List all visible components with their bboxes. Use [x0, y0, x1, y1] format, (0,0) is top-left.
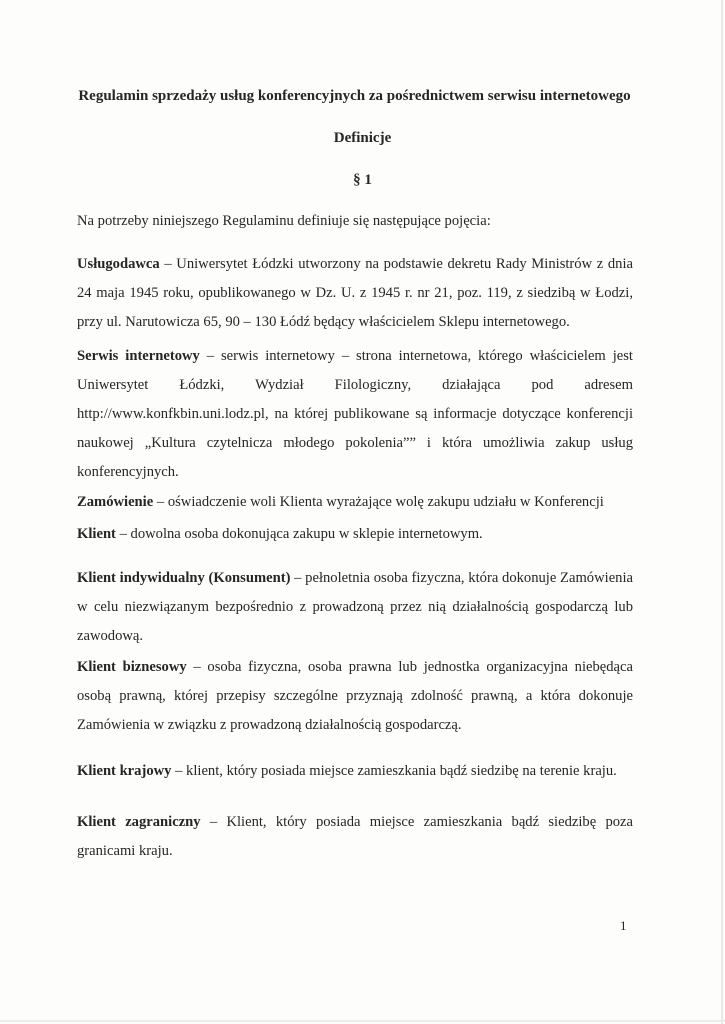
definition-uslugodawca [77, 250, 633, 337]
definition-text: – oświadczenie woli Klienta wyrażające wolę zakupu udziału w Konferencji [153, 494, 604, 510]
definition-text: – pełnoletnia osoba fizyczna, która dokonuje Zamówienia w celu niezwiązanym bezpośrednio z prowadzoną przez nią działalnością gospodarczą lub zawodową. [77, 570, 633, 644]
definition-klient [77, 520, 633, 549]
definition-klient-zagraniczny [77, 808, 633, 866]
definition-term: Klient biznesowy [77, 659, 187, 675]
definition-zamowienie [77, 488, 633, 517]
definition-term: Klient [77, 526, 116, 542]
section-number: § 1 [353, 172, 372, 188]
definition-term: Klient krajowy [77, 763, 172, 779]
definition-text: – osoba fizyczna, osoba prawna lub jednostka organizacyjna niebędąca osobą prawną, której przepisy szczególne przyznają zdolność prawną, a która dokonuje Zamówienia w związku z prowadzoną działalnością gospodarczą. [77, 659, 633, 733]
section-subtitle: Definicje [333, 130, 392, 146]
definition-text: – serwis internetowy – strona internetowa, którego właścicielem jest Uniwersytet Łódzki, Wydział Filologiczny, działająca pod adresem http://www.konfkbin.uni.lodz.pl, na której publikowane są informacje dotyczące konferencji naukowej „Kultura czytelnicza młodego pokolenia”” i która umożliwia zakup usług konferencyjnych. [77, 348, 633, 480]
definition-serwis-internetowy [77, 342, 633, 487]
definition-term: Zamówienie [77, 494, 154, 510]
definition-text: – klient, który posiada miejsce zamieszkania bądź siedzibę na terenie kraju. [171, 763, 617, 779]
definition-term: Usługodawca [77, 256, 160, 272]
definition-text: – Klient, który posiada miejsce zamieszkania bądź siedzibę poza granicami kraju. [77, 814, 633, 859]
intro-paragraph: Na potrzeby niniejszego Regulaminu definiuje się następujące pojęcia: [77, 213, 491, 229]
definition-term: Klient indywidualny (Konsument) [77, 570, 291, 586]
definition-klient-krajowy [77, 757, 633, 786]
page-number: 1 [620, 918, 627, 933]
definition-klient-biznesowy [77, 653, 633, 740]
definition-term: Serwis internetowy [77, 348, 200, 364]
document-title: Regulamin sprzedaży usług konferencyjnych za pośrednictwem serwisu internetowego [78, 88, 631, 104]
definition-term: Klient zagraniczny [77, 814, 201, 830]
definition-klient-indywidualny [77, 564, 633, 651]
definition-text: – dowolna osoba dokonująca zakupu w sklepie internetowym. [115, 526, 483, 542]
definition-text: – Uniwersytet Łódzki utworzony na podstawie dekretu Rady Ministrów z dnia 24 maja 1945 roku, opublikowanego w Dz. U. z 1945 r. nr 21, poz. 119, z siedzibą w Łodzi, przy ul. Narutowicza 65, 90 – 130 Łódź będący właścicielem Sklepu internetowego. [77, 256, 633, 330]
